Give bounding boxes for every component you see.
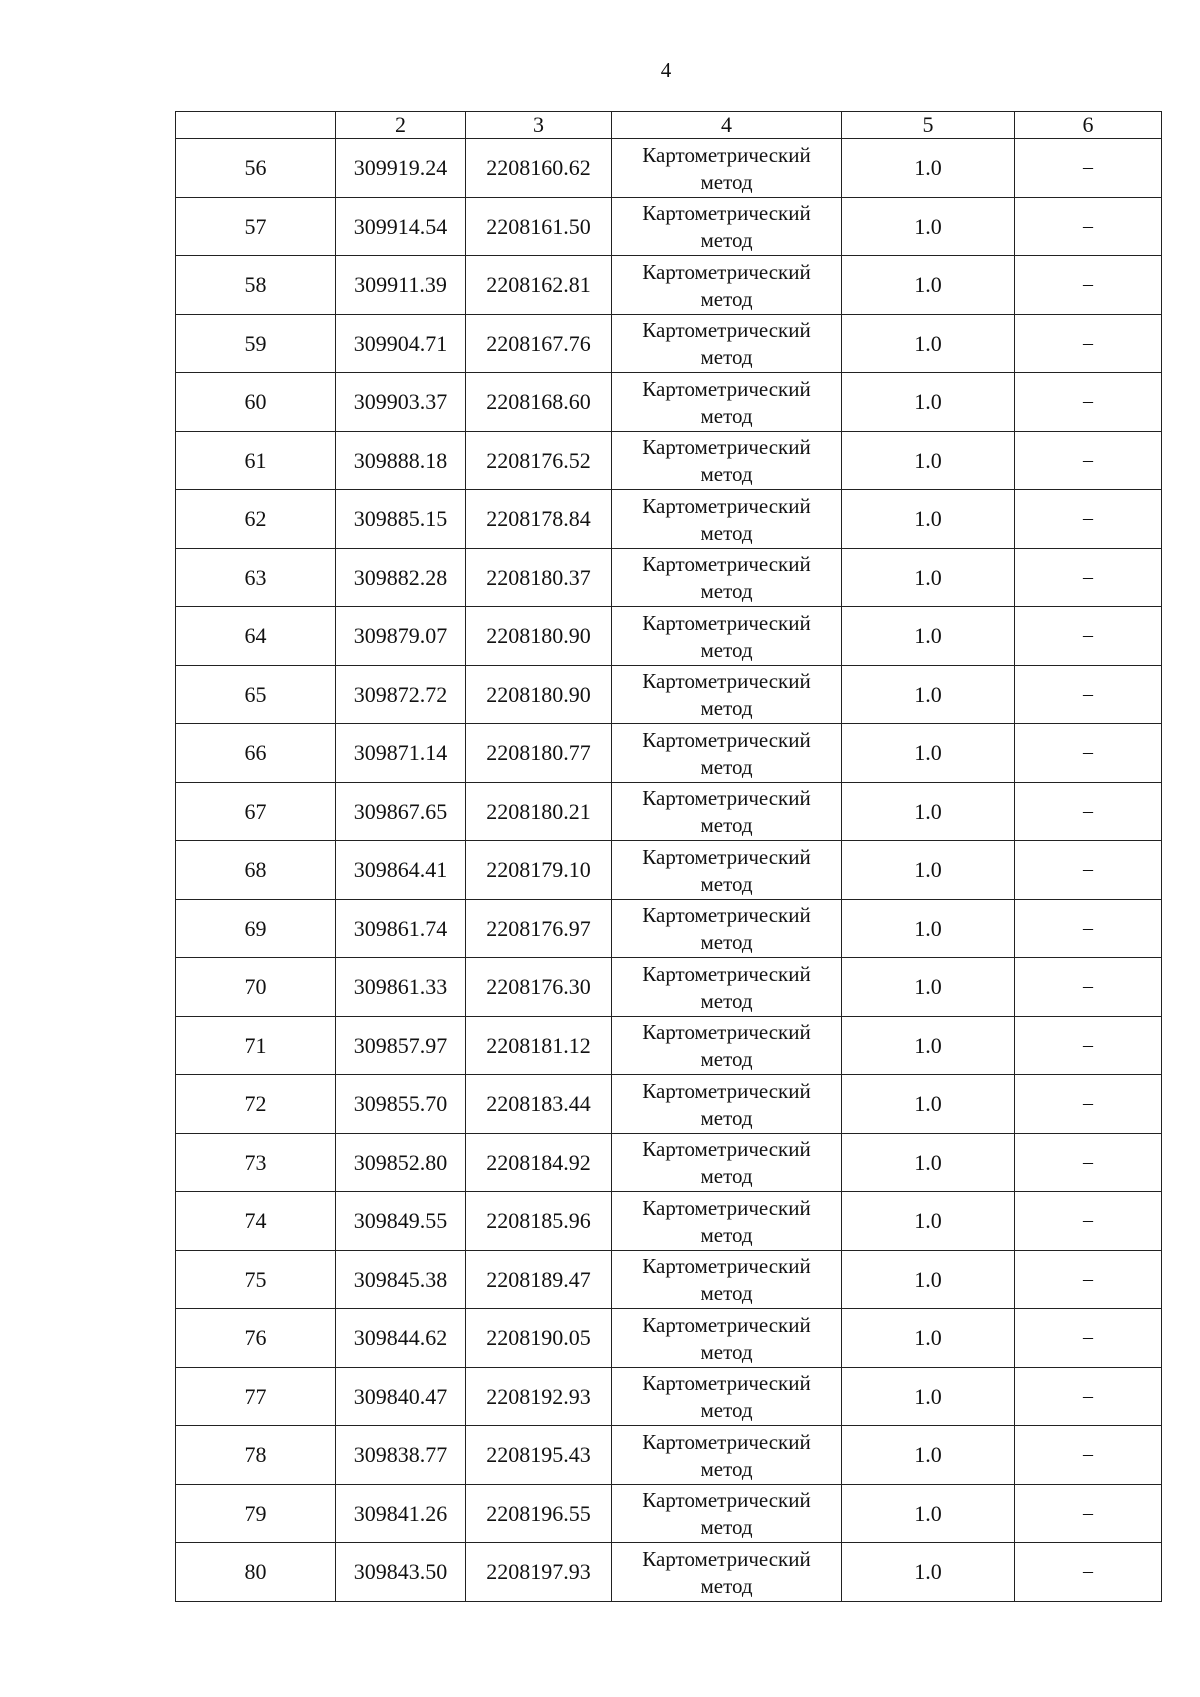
table-row [176, 1192, 1162, 1251]
table-header-row [176, 112, 1162, 139]
note-cell: – [1015, 1484, 1162, 1543]
x-coordinate-cell: 309845.38 [336, 1250, 466, 1309]
method-line-2: метод [700, 1339, 753, 1364]
method-cell [612, 1250, 842, 1309]
y-coordinate-cell: 2208192.93 [466, 1367, 612, 1426]
x-coordinate-cell: 309852.80 [336, 1133, 466, 1192]
method-cell [612, 256, 842, 315]
y-coordinate-cell: 2208178.84 [466, 490, 612, 549]
method-line-2: метод [700, 345, 753, 370]
accuracy-cell: 1.0 [842, 1367, 1015, 1426]
accuracy-cell: 1.0 [842, 665, 1015, 724]
x-coordinate-cell: 309882.28 [336, 548, 466, 607]
table-row [176, 314, 1162, 373]
method-line-1: Картометрический [642, 435, 811, 460]
x-coordinate-cell: 309888.18 [336, 431, 466, 490]
method-line-2: метод [700, 169, 753, 194]
method-line-1: Картометрический [642, 1078, 811, 1103]
table-row [176, 139, 1162, 198]
x-coordinate-cell: 309904.71 [336, 314, 466, 373]
y-coordinate-cell: 2208176.30 [466, 958, 612, 1017]
x-coordinate-cell: 309861.33 [336, 958, 466, 1017]
method-line-2: метод [700, 988, 753, 1013]
accuracy-cell: 1.0 [842, 958, 1015, 1017]
method-line-1: Картометрический [642, 552, 811, 577]
method-line-1: Картометрический [642, 1429, 811, 1454]
method-cell [612, 197, 842, 256]
accuracy-cell: 1.0 [842, 197, 1015, 256]
method-line-1: Картометрический [642, 961, 811, 986]
method-line-2: метод [700, 1456, 753, 1481]
method-line-1: Картометрический [642, 1020, 811, 1045]
method-line-1: Картометрический [642, 1371, 811, 1396]
x-coordinate-cell: 309914.54 [336, 197, 466, 256]
method-line-2: метод [700, 1573, 753, 1598]
method-line-2: метод [700, 520, 753, 545]
note-cell: – [1015, 665, 1162, 724]
point-number-cell: 73 [176, 1133, 336, 1192]
note-cell: – [1015, 1309, 1162, 1368]
table-row [176, 1075, 1162, 1134]
x-coordinate-cell: 309838.77 [336, 1426, 466, 1485]
method-cell [612, 841, 842, 900]
table-row [176, 1133, 1162, 1192]
note-cell: – [1015, 1075, 1162, 1134]
point-number-cell: 71 [176, 1016, 336, 1075]
accuracy-cell: 1.0 [842, 607, 1015, 666]
table-row [176, 607, 1162, 666]
y-coordinate-cell: 2208180.90 [466, 665, 612, 724]
x-coordinate-cell: 309840.47 [336, 1367, 466, 1426]
method-line-2: метод [700, 871, 753, 896]
accuracy-cell: 1.0 [842, 139, 1015, 198]
method-cell [612, 1133, 842, 1192]
y-coordinate-cell: 2208184.92 [466, 1133, 612, 1192]
table-row [176, 490, 1162, 549]
note-cell: – [1015, 373, 1162, 432]
method-line-1: Картометрический [642, 1312, 811, 1337]
header-cell-6: 6 [1015, 112, 1162, 139]
method-line-1: Картометрический [642, 493, 811, 518]
method-cell [612, 1192, 842, 1251]
method-line-2: метод [700, 403, 753, 428]
method-line-1: Картометрический [642, 376, 811, 401]
accuracy-cell: 1.0 [842, 373, 1015, 432]
note-cell: – [1015, 1250, 1162, 1309]
accuracy-cell: 1.0 [842, 1133, 1015, 1192]
x-coordinate-cell: 309843.50 [336, 1543, 466, 1602]
table-row [176, 782, 1162, 841]
accuracy-cell: 1.0 [842, 899, 1015, 958]
method-line-2: метод [700, 1047, 753, 1072]
method-cell [612, 431, 842, 490]
note-cell: – [1015, 139, 1162, 198]
method-line-2: метод [700, 462, 753, 487]
method-line-2: метод [700, 1105, 753, 1130]
note-cell: – [1015, 841, 1162, 900]
method-line-1: Картометрический [642, 259, 811, 284]
note-cell: – [1015, 314, 1162, 373]
method-cell [612, 665, 842, 724]
method-line-2: метод [700, 1398, 753, 1423]
table-row [176, 841, 1162, 900]
note-cell: – [1015, 548, 1162, 607]
note-cell: – [1015, 1426, 1162, 1485]
x-coordinate-cell: 309855.70 [336, 1075, 466, 1134]
accuracy-cell: 1.0 [842, 431, 1015, 490]
header-cell-3: 3 [466, 112, 612, 139]
x-coordinate-cell: 309849.55 [336, 1192, 466, 1251]
method-cell [612, 1543, 842, 1602]
table-row [176, 958, 1162, 1017]
method-line-1: Картометрический [642, 727, 811, 752]
y-coordinate-cell: 2208180.21 [466, 782, 612, 841]
method-line-1: Картометрический [642, 1254, 811, 1279]
note-cell: – [1015, 782, 1162, 841]
method-cell [612, 607, 842, 666]
accuracy-cell: 1.0 [842, 1309, 1015, 1368]
point-number-cell: 78 [176, 1426, 336, 1485]
table-row [176, 1484, 1162, 1543]
point-number-cell: 66 [176, 724, 336, 783]
point-number-cell: 60 [176, 373, 336, 432]
method-cell [612, 1016, 842, 1075]
point-number-cell: 79 [176, 1484, 336, 1543]
note-cell: – [1015, 431, 1162, 490]
point-number-cell: 65 [176, 665, 336, 724]
y-coordinate-cell: 2208183.44 [466, 1075, 612, 1134]
method-line-1: Картометрический [642, 903, 811, 928]
point-number-cell: 72 [176, 1075, 336, 1134]
x-coordinate-cell: 309861.74 [336, 899, 466, 958]
method-cell [612, 899, 842, 958]
note-cell: – [1015, 1367, 1162, 1426]
y-coordinate-cell: 2208189.47 [466, 1250, 612, 1309]
point-number-cell: 58 [176, 256, 336, 315]
note-cell: – [1015, 490, 1162, 549]
table-row [176, 1250, 1162, 1309]
method-line-1: Картометрический [642, 1195, 811, 1220]
x-coordinate-cell: 309919.24 [336, 139, 466, 198]
method-line-1: Картометрический [642, 610, 811, 635]
method-cell [612, 1075, 842, 1134]
x-coordinate-cell: 309885.15 [336, 490, 466, 549]
y-coordinate-cell: 2208179.10 [466, 841, 612, 900]
table-row [176, 1309, 1162, 1368]
method-line-2: метод [700, 1281, 753, 1306]
table-row [176, 373, 1162, 432]
y-coordinate-cell: 2208176.97 [466, 899, 612, 958]
method-cell [612, 1426, 842, 1485]
x-coordinate-cell: 309911.39 [336, 256, 466, 315]
note-cell: – [1015, 724, 1162, 783]
y-coordinate-cell: 2208161.50 [466, 197, 612, 256]
y-coordinate-cell: 2208160.62 [466, 139, 612, 198]
y-coordinate-cell: 2208185.96 [466, 1192, 612, 1251]
accuracy-cell: 1.0 [842, 1075, 1015, 1134]
point-number-cell: 61 [176, 431, 336, 490]
note-cell: – [1015, 256, 1162, 315]
y-coordinate-cell: 2208190.05 [466, 1309, 612, 1368]
table-row [176, 1367, 1162, 1426]
method-line-2: метод [700, 637, 753, 662]
point-number-cell: 63 [176, 548, 336, 607]
y-coordinate-cell: 2208180.77 [466, 724, 612, 783]
header-cell-2: 2 [336, 112, 466, 139]
point-number-cell: 76 [176, 1309, 336, 1368]
accuracy-cell: 1.0 [842, 1426, 1015, 1485]
accuracy-cell: 1.0 [842, 1016, 1015, 1075]
method-cell [612, 314, 842, 373]
method-line-2: метод [700, 286, 753, 311]
method-cell [612, 139, 842, 198]
x-coordinate-cell: 309864.41 [336, 841, 466, 900]
method-cell [612, 1367, 842, 1426]
header-cell-4: 4 [612, 112, 842, 139]
table-row [176, 1543, 1162, 1602]
method-line-1: Картометрический [642, 669, 811, 694]
point-number-cell: 62 [176, 490, 336, 549]
accuracy-cell: 1.0 [842, 1484, 1015, 1543]
method-line-1: Картометрический [642, 201, 811, 226]
method-line-2: метод [700, 813, 753, 838]
header-cell-5: 5 [842, 112, 1015, 139]
note-cell: – [1015, 197, 1162, 256]
accuracy-cell: 1.0 [842, 1543, 1015, 1602]
table-row [176, 1426, 1162, 1485]
point-number-cell: 67 [176, 782, 336, 841]
note-cell: – [1015, 1543, 1162, 1602]
point-number-cell: 57 [176, 197, 336, 256]
x-coordinate-cell: 309857.97 [336, 1016, 466, 1075]
method-line-1: Картометрический [642, 1546, 811, 1571]
x-coordinate-cell: 309867.65 [336, 782, 466, 841]
table-row [176, 431, 1162, 490]
y-coordinate-cell: 2208180.37 [466, 548, 612, 607]
method-line-2: метод [700, 228, 753, 253]
point-number-cell: 74 [176, 1192, 336, 1251]
accuracy-cell: 1.0 [842, 782, 1015, 841]
method-line-1: Картометрический [642, 844, 811, 869]
accuracy-cell: 1.0 [842, 256, 1015, 315]
accuracy-cell: 1.0 [842, 548, 1015, 607]
note-cell: – [1015, 1016, 1162, 1075]
y-coordinate-cell: 2208162.81 [466, 256, 612, 315]
method-line-1: Картометрический [642, 318, 811, 343]
point-number-cell: 70 [176, 958, 336, 1017]
page-number: 4 [660, 58, 672, 82]
table-row [176, 724, 1162, 783]
table-row [176, 899, 1162, 958]
y-coordinate-cell: 2208181.12 [466, 1016, 612, 1075]
table-row [176, 548, 1162, 607]
method-cell [612, 1484, 842, 1543]
method-cell [612, 724, 842, 783]
y-coordinate-cell: 2208168.60 [466, 373, 612, 432]
accuracy-cell: 1.0 [842, 314, 1015, 373]
y-coordinate-cell: 2208196.55 [466, 1484, 612, 1543]
method-cell [612, 373, 842, 432]
point-number-cell: 69 [176, 899, 336, 958]
note-cell: – [1015, 958, 1162, 1017]
x-coordinate-cell: 309871.14 [336, 724, 466, 783]
header-cell-1 [176, 112, 336, 139]
y-coordinate-cell: 2208197.93 [466, 1543, 612, 1602]
method-line-1: Картометрический [642, 142, 811, 167]
y-coordinate-cell: 2208176.52 [466, 431, 612, 490]
point-number-cell: 56 [176, 139, 336, 198]
method-line-2: метод [700, 696, 753, 721]
point-number-cell: 68 [176, 841, 336, 900]
y-coordinate-cell: 2208167.76 [466, 314, 612, 373]
accuracy-cell: 1.0 [842, 1250, 1015, 1309]
x-coordinate-cell: 309844.62 [336, 1309, 466, 1368]
method-cell [612, 782, 842, 841]
method-line-2: метод [700, 754, 753, 779]
note-cell: – [1015, 607, 1162, 666]
method-cell [612, 548, 842, 607]
method-cell [612, 490, 842, 549]
table-row [176, 1016, 1162, 1075]
method-cell [612, 1309, 842, 1368]
coordinates-table [175, 111, 1162, 1602]
accuracy-cell: 1.0 [842, 1192, 1015, 1251]
point-number-cell: 64 [176, 607, 336, 666]
note-cell: – [1015, 1133, 1162, 1192]
table-row [176, 665, 1162, 724]
x-coordinate-cell: 309903.37 [336, 373, 466, 432]
point-number-cell: 75 [176, 1250, 336, 1309]
note-cell: – [1015, 899, 1162, 958]
point-number-cell: 59 [176, 314, 336, 373]
method-line-1: Картометрический [642, 786, 811, 811]
accuracy-cell: 1.0 [842, 490, 1015, 549]
note-cell: – [1015, 1192, 1162, 1251]
point-number-cell: 77 [176, 1367, 336, 1426]
y-coordinate-cell: 2208180.90 [466, 607, 612, 666]
method-line-2: метод [700, 1164, 753, 1189]
x-coordinate-cell: 309841.26 [336, 1484, 466, 1543]
method-line-2: метод [700, 1515, 753, 1540]
table-row [176, 197, 1162, 256]
method-line-2: метод [700, 1222, 753, 1247]
x-coordinate-cell: 309879.07 [336, 607, 466, 666]
accuracy-cell: 1.0 [842, 724, 1015, 783]
method-line-1: Картометрический [642, 1137, 811, 1162]
point-number-cell: 80 [176, 1543, 336, 1602]
method-line-2: метод [700, 930, 753, 955]
method-line-1: Картометрический [642, 1488, 811, 1513]
method-line-2: метод [700, 579, 753, 604]
x-coordinate-cell: 309872.72 [336, 665, 466, 724]
table-row [176, 256, 1162, 315]
accuracy-cell: 1.0 [842, 841, 1015, 900]
y-coordinate-cell: 2208195.43 [466, 1426, 612, 1485]
method-cell [612, 958, 842, 1017]
